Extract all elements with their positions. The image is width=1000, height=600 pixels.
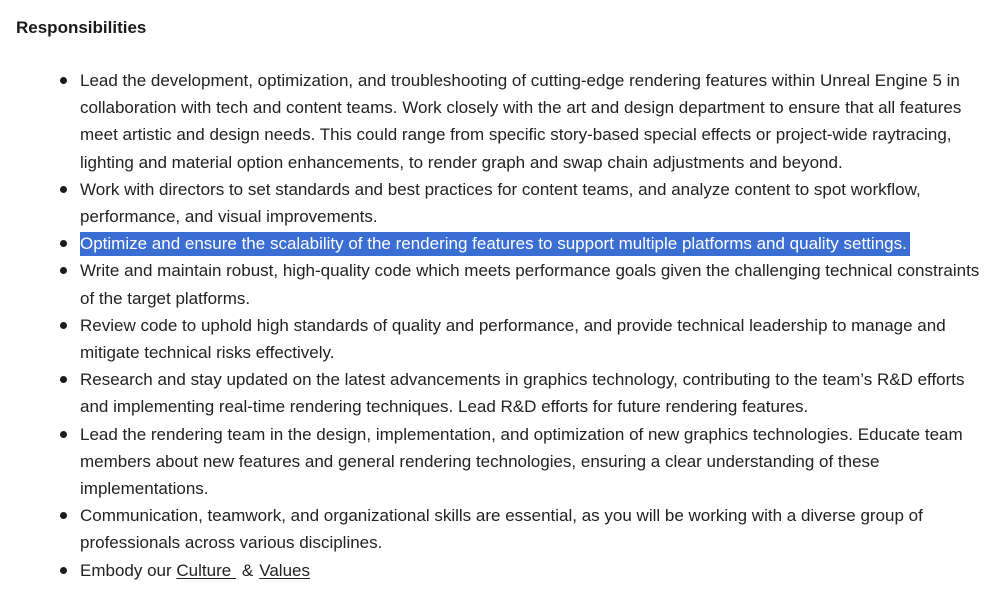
ampersand-text: & — [241, 560, 254, 580]
culture-prefix-text: Embody our — [80, 560, 177, 580]
bullet-icon — [60, 376, 67, 383]
list-item-text: Write and maintain robust, high-quality code which meets performance goals given the challenging technical constraints of the target platforms. — [80, 261, 980, 308]
list-item — [0, 421, 1000, 503]
values-link[interactable]: Values — [259, 560, 310, 580]
selected-text: Optimize and ensure the scalability of the rendering features to support multiple platforms and quality settings. — [80, 232, 910, 256]
list-item-culture — [0, 557, 1000, 584]
list-item — [0, 257, 1000, 311]
bullet-icon — [60, 186, 67, 193]
bullet-icon — [60, 240, 67, 247]
bullet-icon — [60, 512, 67, 519]
list-item — [0, 176, 1000, 230]
list-item-text: Lead the development, optimization, and troubleshooting of cutting-edge rendering features within Unreal Engine 5 in collaboration with tech and content teams. Work closely with the art and design department to ensure that all features meet artistic and design needs. This could range from specific story-based special effects or project-wide raytracing, lighting and material option enhancements, to render graph and swap chain adjustments and beyond. — [80, 71, 962, 172]
list-item-text: Work with directors to set standards and best practices for content teams, and analyze content to spot workflow, performance, and visual improvements. — [80, 179, 921, 227]
list-item-text: Lead the rendering team in the design, implementation, and optimization of new graphics technologies. Educate team members about new features and general rendering technologies, ensuring a clear understanding of these implementations. — [80, 424, 963, 499]
bullet-icon — [60, 567, 67, 574]
list-item-text: Review code to uphold high standards of quality and performance, and provide technical leadership to manage and mitigate technical risks effectively. — [80, 315, 946, 363]
bullet-icon — [60, 431, 67, 438]
section-title: Responsibilities — [16, 18, 147, 37]
bullet-icon — [60, 322, 67, 329]
list-item-selected — [0, 230, 1000, 257]
list-item — [0, 312, 1000, 366]
list-item-text: Research and stay updated on the latest advancements in graphics technology, contributing to the team’s R&D efforts and implementing real-time rendering techniques. Lead R&D efforts for future rendering features. — [80, 370, 965, 417]
list-item-text: Communication, teamwork, and organizational skills are essential, as you will be working with a diverse group of professionals across various disciplines. — [80, 506, 923, 553]
bullet-icon — [60, 267, 67, 274]
list-item — [0, 502, 1000, 556]
list-item — [0, 366, 1000, 420]
list-item — [0, 67, 1000, 176]
responsibilities-list — [0, 67, 1000, 584]
culture-link[interactable]: Culture — [176, 560, 236, 580]
bullet-icon — [60, 77, 67, 84]
